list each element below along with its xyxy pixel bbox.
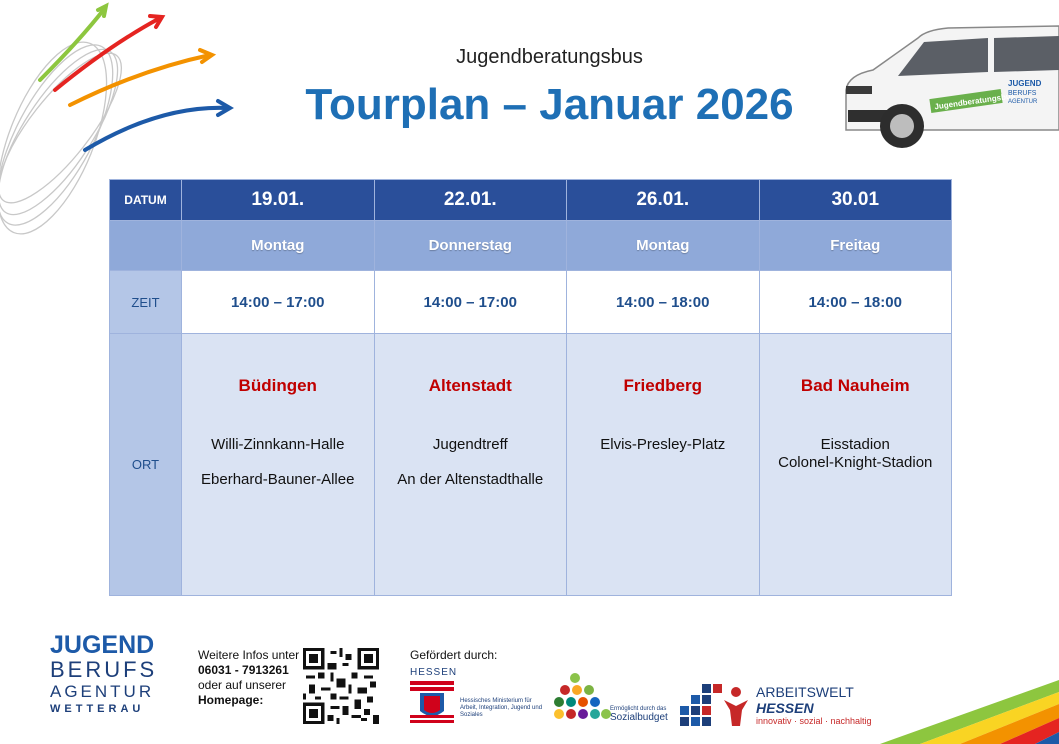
- bus-brand-3: AGENTUR: [1008, 99, 1038, 105]
- qr-code[interactable]: [303, 648, 379, 724]
- jba-logo: [50, 632, 160, 716]
- bus-brand-2: BERUFS: [1008, 90, 1037, 97]
- info-line3: oder auf unserer: [198, 678, 287, 692]
- weekday-row: [110, 221, 952, 271]
- time-cell: 14:00 – 17:00: [374, 271, 567, 334]
- place-cell: [182, 334, 375, 596]
- city-name: Bad Nauheim: [800, 376, 910, 395]
- place-cell: [759, 334, 952, 596]
- time-row: [110, 271, 952, 334]
- weekday-cell: Montag: [182, 221, 375, 271]
- venue-name: Eisstadion: [820, 436, 890, 453]
- date-cell: 19.01.: [182, 180, 375, 221]
- time-cell: 14:00 – 18:00: [567, 271, 760, 334]
- hessen-name: HESSEN: [410, 667, 458, 678]
- venue-name: Elvis-Presley-Platz: [600, 436, 726, 453]
- weekday-cell: Freitag: [759, 221, 952, 271]
- bus-illustration: [838, 20, 1059, 160]
- weekday-cell: Montag: [567, 221, 760, 271]
- jba-logo-line4: WETTERAU: [50, 703, 145, 715]
- hessen-ministry-logo: [410, 667, 550, 718]
- city-name: Friedberg: [623, 376, 702, 395]
- info-phone: 06031 - 7913261: [198, 663, 289, 677]
- time-cell: 14:00 – 17:00: [182, 271, 375, 334]
- date-row: [110, 180, 952, 221]
- sozialbudget-line1: Ermöglicht durch das: [610, 706, 667, 712]
- jba-logo-line3: AGENTUR: [50, 682, 155, 701]
- venue-name: Jugendtreff: [432, 436, 508, 453]
- venue-address: An der Altenstadthalle: [397, 471, 544, 488]
- date-cell: 26.01.: [567, 180, 760, 221]
- weekday-cell: Donnerstag: [374, 221, 567, 271]
- color-stripes-decoration: [850, 676, 1059, 744]
- bus-decal: Jugendberatungsbus: [933, 91, 1016, 112]
- sozialbudget-hexagon-icon: [553, 670, 611, 726]
- date-cell: 22.01.: [374, 180, 567, 221]
- jba-logo-line2: BERUFS: [50, 657, 158, 682]
- jba-logo-line1: JUGEND: [50, 631, 155, 659]
- sozialbudget-text: [610, 706, 680, 723]
- date-cell: 30.01: [759, 180, 952, 221]
- venue-address: Colonel-Knight-Stadion: [778, 454, 933, 471]
- arbeitswelt-line1: ARBEITSWELT: [756, 684, 854, 700]
- city-name: Büdingen: [238, 376, 317, 395]
- page-subtitle: Jugendberatungsbus: [456, 46, 643, 68]
- arbeitswelt-tagline: innovativ · sozial · nachhaltig: [756, 716, 872, 726]
- weekday-label-blank: [110, 221, 182, 271]
- venue-address: Eberhard-Bauner-Allee: [201, 471, 355, 488]
- contact-info: [198, 648, 299, 708]
- info-line4: Homepage:: [198, 693, 264, 707]
- arbeitswelt-line2: HESSEN: [756, 700, 814, 716]
- tour-schedule-table: [109, 179, 952, 596]
- place-cell: [374, 334, 567, 596]
- arbeitswelt-blocks-icon: [680, 684, 748, 726]
- place-cell: [567, 334, 760, 596]
- hessen-crest-icon: [410, 681, 454, 723]
- hessen-ministry: Hessisches Ministerium für Arbeit, Integration, Jugend und Soziales: [460, 698, 543, 718]
- date-label: DATUM: [110, 180, 182, 221]
- time-cell: 14:00 – 18:00: [759, 271, 952, 334]
- page-title: Tourplan – Januar 2026: [305, 80, 794, 129]
- funded-by-label: Gefördert durch:: [410, 648, 498, 662]
- bus-brand-1: JUGEND: [1008, 79, 1042, 88]
- sozialbudget-line2: Sozialbudget: [610, 712, 668, 723]
- place-label: ORT: [110, 334, 182, 596]
- time-label: ZEIT: [110, 271, 182, 334]
- city-name: Altenstadt: [428, 376, 512, 395]
- venue-name: Willi-Zinnkann-Halle: [211, 436, 345, 453]
- info-line1: Weitere Infos unter: [198, 648, 300, 662]
- place-row: [110, 334, 952, 596]
